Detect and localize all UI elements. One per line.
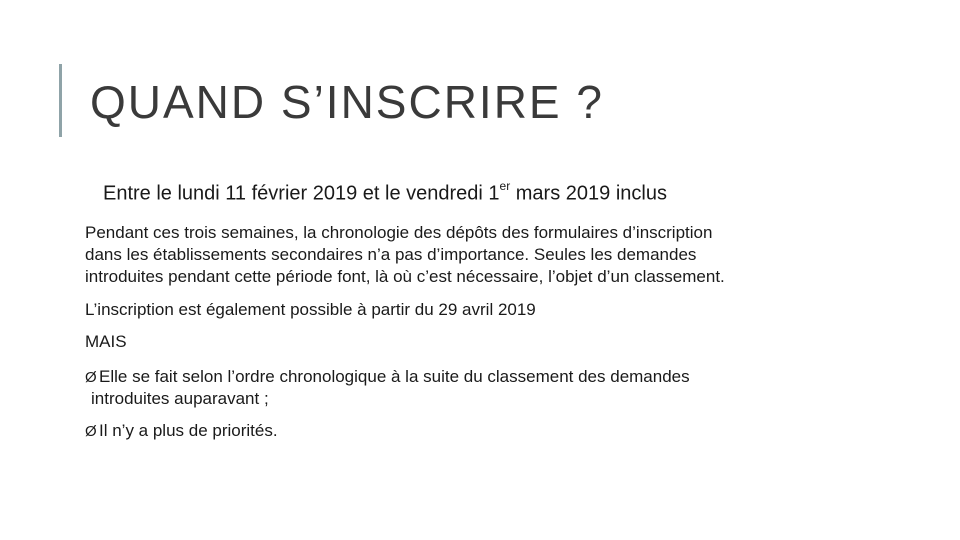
paragraph-line: dans les établissements secondaires n’a pas d’importance. Seules les demandes (85, 245, 697, 264)
bullet-item (85, 420, 278, 442)
slide-title: QUAND S’INSCRIRE ? (90, 76, 604, 128)
paragraph-line: Pendant ces trois semaines, la chronologie des dépôts des formulaires d’inscription (85, 223, 713, 242)
title-accent-bar (59, 64, 62, 137)
subtitle-superscript: er (499, 179, 511, 193)
registration-date-paragraph: L’inscription est également possible à partir du 29 avril 2019 (85, 300, 536, 319)
arrow-bullet-icon: Ø (85, 423, 97, 440)
bullet-item (85, 366, 690, 409)
mais-heading: MAIS (85, 332, 127, 351)
paragraph-line: introduites pendant cette période font, là où c’est nécessaire, l’objet d’un classement. (85, 267, 725, 286)
date-range-subtitle (103, 181, 667, 206)
bullet-text-line1: Elle se fait selon l’ordre chronologique à la suite du classement des demandes (99, 367, 690, 386)
bullet-text-line2: introduites auparavant ; (91, 389, 269, 408)
subtitle-text-end: mars 2019 inclus (510, 182, 667, 205)
subtitle-text-start: Entre le lundi 11 février 2019 et le vendredi 1 (103, 182, 500, 205)
arrow-bullet-icon: Ø (85, 369, 97, 386)
bullet-text-line1: Il n’y a plus de priorités. (99, 421, 278, 440)
body-paragraph (85, 222, 885, 288)
